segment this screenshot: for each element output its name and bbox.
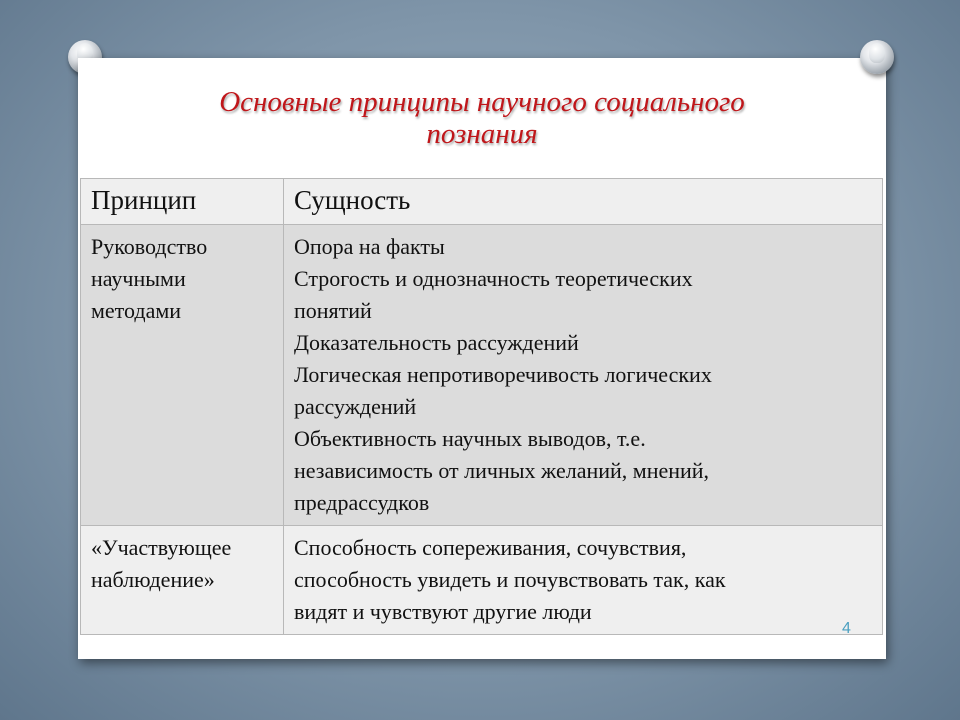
slide-title	[78, 86, 886, 150]
essence-text: Доказательность рассуждений	[294, 330, 579, 355]
principle-cell	[81, 225, 284, 526]
page-number: 4	[842, 620, 851, 637]
principle-text: «Участвующее	[91, 535, 232, 560]
principle-text: Руководство	[91, 234, 208, 259]
essence-text: способность увидеть и почувствовать так, как	[294, 567, 726, 592]
essence-text: независимость от личных желаний, мнений,	[294, 458, 710, 483]
essence-cell	[284, 225, 883, 526]
principle-text: методами	[91, 298, 182, 323]
essence-text: Объективность научных выводов, т.е.	[294, 426, 646, 451]
essence-text: Строгость и однозначность теоретических	[294, 266, 693, 291]
essence-text: предрассудков	[294, 490, 430, 515]
slide-card	[78, 58, 886, 659]
essence-text: Способность сопереживания, сочувствия,	[294, 535, 687, 560]
essence-cell	[284, 526, 883, 635]
table-header-row	[81, 179, 883, 225]
principle-cell	[81, 526, 284, 635]
header-principle: Принцип	[81, 179, 284, 225]
slide-title-line-2: познания	[426, 118, 538, 150]
principles-table	[80, 178, 883, 635]
principle-text: наблюдение»	[91, 567, 215, 592]
header-essence: Сущность	[284, 179, 883, 225]
essence-text: видят и чувствуют другие люди	[294, 599, 592, 624]
essence-text: Опора на факты	[294, 234, 445, 259]
slide-title-line-1: Основные принципы научного социального	[219, 86, 745, 118]
table-row	[81, 225, 883, 526]
essence-text: Логическая непротиворечивость логических	[294, 362, 712, 387]
essence-text: рассуждений	[294, 394, 417, 419]
table-row	[81, 526, 883, 635]
essence-text: понятий	[294, 298, 372, 323]
pushpin-icon	[860, 40, 894, 74]
principle-text: научными	[91, 266, 186, 291]
